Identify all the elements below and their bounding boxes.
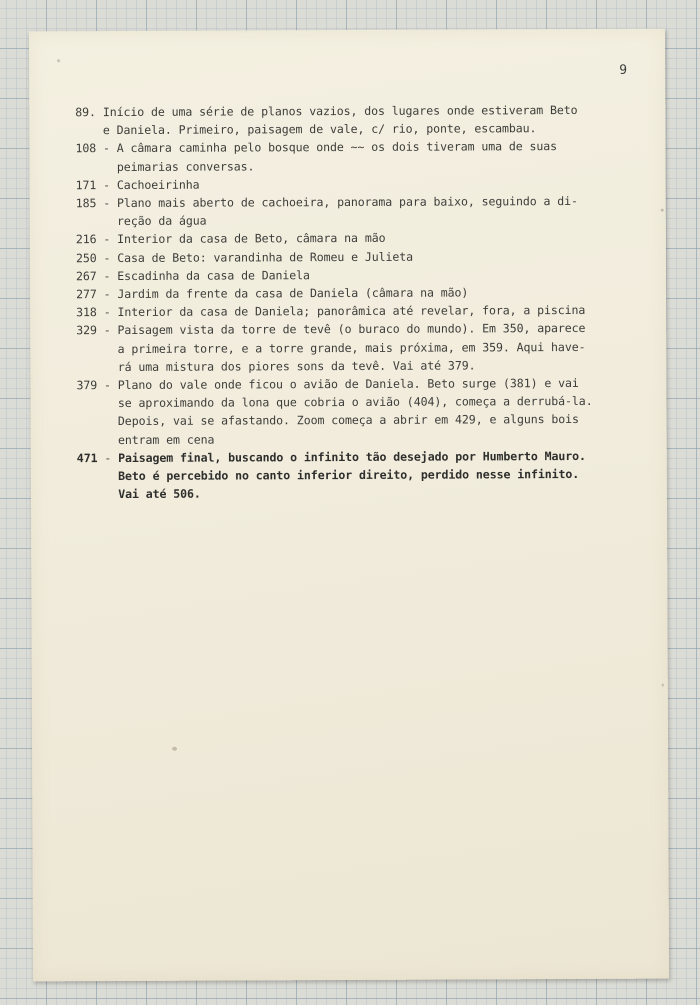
list-item — [76, 374, 638, 449]
frame-number: 277 — [76, 287, 97, 302]
shot-description: Plano mais aberto de cachoeira, panorama para baixo, seguindo a di- reção da água — [116, 194, 578, 229]
shot-description: A câmara caminha pelo bosque onde ~~ os dois tiveram uma de suas peimarias conversas. — [116, 139, 558, 174]
list-item — [76, 283, 638, 304]
shot-description: Paisagem final, buscando o infinito tão desejado por Humberto Mauro. Beto é percebido no canto inferior direito, perdido nesse infinito. Vai até 506. — [118, 448, 586, 502]
shot-description: Cachoeirinha — [116, 177, 200, 192]
list-item — [76, 301, 638, 322]
separator: - — [96, 141, 117, 156]
separator: - — [97, 450, 119, 465]
shot-description: Paisagem vista da torre de tevê (o buraco do mundo). Em 350, aparece a primeira torre, e a torre grande, mais próxima, em 359. Aqui have- rá uma mistura dos piores sons da tevê. Vai até 379. — [117, 321, 586, 374]
shot-description: Casa de Beto: varandinha de Romeu e Julieta — [117, 249, 414, 265]
frame-number: 318 — [76, 305, 97, 320]
shot-description: Interior da casa de Beto, câmara na mão — [117, 231, 386, 247]
list-item — [76, 174, 638, 195]
frame-number: 329 — [76, 323, 97, 338]
list-item — [76, 192, 638, 231]
paper-speck — [661, 209, 664, 212]
shot-description: Início de uma série de planos vazios, dos lugares onde estiveram Beto e Daniela. Primeiro, paisagem de vale, c/ rio, ponte, escambau. — [102, 102, 578, 138]
paper-speck — [57, 59, 60, 62]
paper-speck — [172, 747, 177, 751]
list-item — [75, 137, 637, 176]
shot-description: Plano do vale onde ficou o avião de Daniela. Beto surge (381) e vai se aproximando da lona que cobria o avião (404), começa a derrubá-la. Depois, vai se afastando. Zoom começa a abrir em 429, e alguns bois entram em cena — [117, 376, 593, 447]
frame-number: 471 — [76, 450, 98, 466]
separator: - — [96, 305, 118, 320]
shot-list — [75, 101, 639, 504]
separator: - — [96, 177, 117, 192]
separator: - — [96, 268, 118, 283]
separator: - — [96, 323, 118, 338]
separator: - — [96, 196, 117, 211]
frame-number: 379 — [76, 378, 98, 393]
separator: - — [96, 232, 118, 247]
list-item — [76, 265, 638, 286]
frame-number: 267 — [75, 268, 97, 284]
list-item — [76, 319, 638, 376]
shot-description: Jardim da frente da casa de Daniela (câmara na mão) — [117, 285, 469, 302]
separator: - — [96, 250, 118, 265]
frame-number: 185 — [75, 196, 97, 211]
frame-number: 250 — [75, 250, 97, 265]
separator: - — [97, 378, 118, 393]
frame-number: 89. — [75, 105, 96, 120]
frame-number: 216 — [75, 232, 97, 247]
frame-number: 108 — [75, 141, 97, 156]
shot-description: Interior da casa de Daniela; panorâmica até revelar, fora, a piscina — [117, 303, 586, 320]
list-item — [76, 228, 638, 249]
list-item — [76, 246, 638, 267]
frame-number: 171 — [75, 177, 97, 193]
list-item — [75, 101, 637, 140]
separator: - — [96, 287, 118, 302]
page-number: 9 — [619, 62, 628, 78]
paper-speck — [662, 684, 664, 687]
typewritten-page — [29, 29, 669, 982]
list-item — [77, 447, 639, 504]
shot-description: Escadinha da casa de Daniela — [117, 267, 310, 283]
